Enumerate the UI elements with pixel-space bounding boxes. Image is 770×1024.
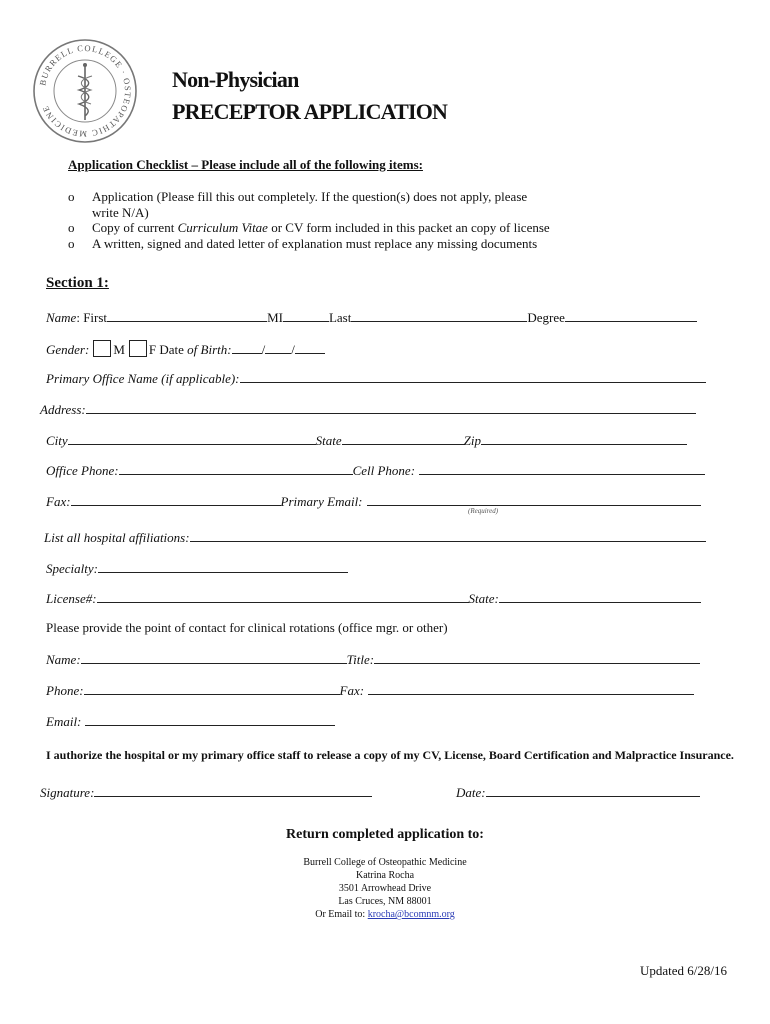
contact-email-label: Email: [46,714,82,729]
contact-email-field[interactable] [85,713,335,726]
state-field[interactable] [342,432,464,445]
mi-field[interactable] [283,309,329,322]
checklist-item-3: A written, signed and dated letter of explanation must replace any missing documents [92,236,538,251]
city-label: City [46,433,68,448]
hospital-row [44,529,706,546]
primary-office-label: Primary Office Name (if applicable): [46,371,240,386]
degree-label: Degree [527,310,565,325]
return-address-line-4: Las Cruces, NM 88001 [338,896,432,907]
contact-name-label: Name: [46,652,81,667]
checklist-item-1 [92,189,527,221]
contact-title-label: Title: [346,652,375,667]
checklist-item-2-em: Curriculum Vitae [177,220,268,235]
city-field[interactable] [68,432,316,445]
license-row [46,590,701,607]
contact-prompt: Please provide the point of contact for clinical rotations (office mgr. or other) [46,620,448,635]
specialty-label: Specialty: [46,561,98,576]
zip-label: Zip [463,433,482,448]
zip-field[interactable] [481,432,687,445]
address-label: Address: [40,402,86,417]
primary-office-row [46,370,706,387]
title-line-1: Non-Physician [172,67,299,92]
return-address-line-2: Katrina Rocha [355,870,415,881]
license-state-label: State: [468,591,499,606]
updated-date: Updated 6/28/16 [640,963,728,978]
checklist-heading: Application Checklist – Please include all of the following items: [68,157,423,172]
contact-name-field[interactable] [81,651,347,664]
city-state-zip-row [46,432,687,449]
signature-field[interactable] [94,784,372,797]
state-label: State [315,433,342,448]
gender-m-label: M [113,342,125,357]
bullet: o [68,189,75,204]
cell-phone-field[interactable] [419,462,705,475]
first-label: : First [76,310,108,325]
return-email-prefix: Or Email to: [315,909,368,920]
primary-email-field[interactable] [367,493,701,506]
hospital-field[interactable] [190,529,706,542]
checklist-item-2-pre: Copy of current [92,220,178,235]
checklist-item-2-post: or CV form included in this packet an copy of license [267,220,550,235]
dob-year-field[interactable] [295,341,325,354]
required-note: (Required) [468,507,499,515]
contact-email-row [46,713,335,730]
cell-phone-label: Cell Phone: [352,463,416,478]
date-field[interactable] [486,784,700,797]
return-email-link[interactable]: krocha@bcomnm.org [367,909,455,920]
last-name-field[interactable] [351,309,527,322]
hospital-label: List all hospital affiliations: [44,530,190,545]
first-name-field[interactable] [107,309,267,322]
contact-name-row [46,651,700,668]
fax-field[interactable] [71,493,281,506]
contact-phone-label: Phone: [46,683,84,698]
fax-label: Fax: [46,494,71,509]
return-address-line-3: 3501 Arrowhead Drive [338,883,432,894]
degree-field[interactable] [565,309,697,322]
contact-phone-row [46,682,694,699]
office-phone-field[interactable] [119,462,353,475]
svg-text:BURRELL COLLEGE · OSTEOPATHIC: BURRELL COLLEGE · OSTEOPATHIC MEDICINE [37,42,134,140]
return-email-line [0,908,770,921]
primary-office-field[interactable] [240,370,706,383]
license-field[interactable] [97,590,469,603]
license-label: License#: [46,591,97,606]
fax-email-row [46,493,701,510]
date-label: Date: [456,785,486,800]
dob-separator: / [261,342,266,357]
address-row [40,401,696,418]
dob-separator: / [291,342,295,357]
license-state-field[interactable] [499,590,701,603]
gender-row [46,340,325,358]
return-heading: Return completed application to: [286,827,484,842]
authorization-statement: I authorize the hospital or my primary office staff to release a copy of my CV, License, Board Certification and Malpractice Insurance. [46,748,734,762]
checklist-item-1-line-b: write N/A) [92,205,149,220]
checklist-item-1-line-a: Application (Please fill this out completely. If the question(s) does not apply, please [92,189,528,204]
gender-f-label: F Date [148,342,184,357]
signature-row [40,784,372,801]
return-address-line-1: Burrell College of Osteopathic Medicine [303,857,467,868]
dob-label: of Birth: [183,342,232,357]
checklist-item-2 [92,220,550,236]
dob-day-field[interactable] [265,341,291,354]
last-label: Last [328,310,352,325]
contact-fax-label: Fax: [339,683,365,698]
title-line-2: PRECEPTOR APPLICATION [172,99,448,124]
office-phone-label: Office Phone: [46,463,119,478]
name-label: Name [46,310,77,325]
specialty-row [46,560,348,577]
gender-f-checkbox[interactable] [129,340,147,357]
contact-title-field[interactable] [374,651,700,664]
name-row [46,309,697,326]
form-title [172,64,447,128]
gender-label: Gender: [46,342,90,357]
mi-label: MI [267,310,283,325]
college-seal-logo [32,38,138,144]
signature-label: Signature: [40,785,95,800]
bullet: o [68,236,75,251]
contact-fax-field[interactable] [368,682,694,695]
contact-phone-field[interactable] [84,682,340,695]
bullet: o [68,220,75,235]
section-1-title: Section 1: [46,275,109,291]
phone-row [46,462,705,479]
specialty-field[interactable] [98,560,348,573]
date-row [456,784,700,801]
primary-email-label: Primary Email: [280,494,363,509]
dob-month-field[interactable] [232,341,262,354]
address-field[interactable] [86,401,696,414]
gender-m-checkbox[interactable] [93,340,111,357]
